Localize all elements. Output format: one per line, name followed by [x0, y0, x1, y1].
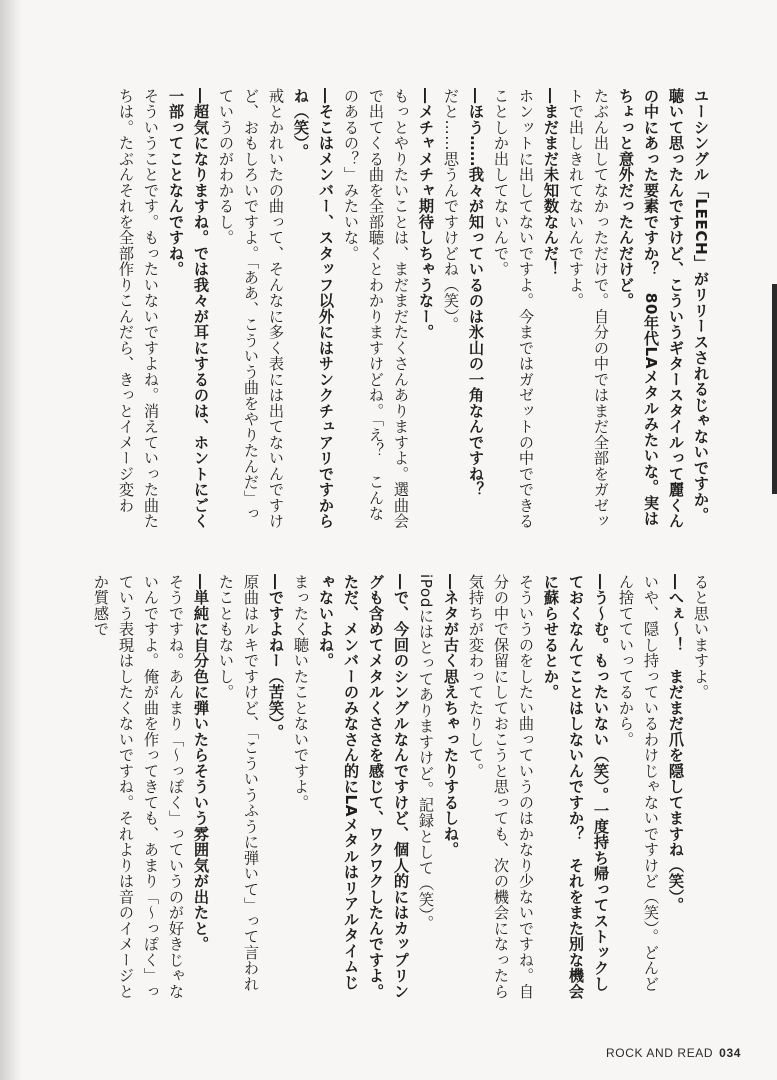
interviewer-question: ―単純に自分色に弾いたらそういう雰囲気が出たと。: [192, 574, 210, 952]
interviewee-answer: もっとやりたいことは、まだまだたくさんありますよ。選曲会で出てくる曲を全部聴くとわかりますけどね。「え？ こんなのあるの？」みたいな。: [342, 88, 410, 529]
interviewer-question: ―ほう……我々が知っているのは氷山の一角なんですね？: [467, 88, 485, 498]
interview-text-lower: [13, 574, 713, 1002]
page-edge-index-mark: [772, 284, 777, 494]
interviewer-question: ―へぇ～！ まだまだ爪を隠してますね（笑）。: [667, 574, 685, 913]
interviewee-answer: まったく聴いたことないですよ。: [292, 574, 310, 811]
interviewee-answer: そうですね。あんまり「～っぽく」っていうのが好きじゃないんですよ。俺が曲を作ってきても、あまり「～っぽく」っていう表現はしたくないですね。それよりは音のイメージとか質感で: [92, 574, 185, 1000]
interviewer-question: ―で、今回のシングルなんですけど、個人的にはカップリングも含めてメタルくささを感じて、ワクワクしたんですよ。ただ、メンバーのみなさん的にLAメタルはリアルタイムじゃないよね。: [317, 574, 410, 1000]
interviewee-answer: だと……思うんですけどね（笑）。: [442, 88, 460, 333]
interviewee-answer: iPodにはとってありますけど。記録として（笑）。: [417, 574, 435, 932]
interviewee-answer: そういうのをしたい曲っていうのはかなり少ないですね。自分の中で保留にしておこうと思っても、次の機会になったら気持ちが変わってたりして。: [467, 574, 535, 1000]
interviewer-question: ―そこはメンバー、スタッフ以外にはサンクチュアリですからね（笑）。: [292, 88, 335, 529]
interviewee-answer: そういうことです。もったいないですよね。消えていった曲たちは。たぶんそれを全部作りこんだら、きっとイメージ変わ: [117, 88, 160, 529]
interviewee-answer: ると思いますよ。: [692, 574, 710, 700]
interview-text-upper: [13, 88, 713, 536]
page-number: 034: [719, 1046, 741, 1060]
interviewer-question: ―メチャメチャ期待しちゃうなー。: [417, 88, 435, 340]
interviewee-answer: 戒とかれいたの曲って、そんなに多く表には出てないんですけど、おもしろいですよ。「ああ、こういう曲をやりたんだ」っていうのがわかるし。: [217, 88, 285, 529]
interviewer-question: ユーシングル「LEECH」がリリースされるじゃないですか。聴いて思ったんですけど、こういうギタースタイルって麗くんの中にあった要素ですか？ 80年代LAメタルみたいな。実はちょっと意外だったんだけど。: [617, 88, 710, 529]
magazine-title: ROCK AND READ: [606, 1046, 714, 1060]
interviewer-question: ―まだまだ未知数なんだ！: [542, 88, 560, 277]
interviewee-answer: たぶん出してなかっただけで。自分の中ではまだ全部をガゼットで出しきれてないんですよ。: [567, 88, 610, 529]
interviewee-answer: ホンットに出してないですよ。今まではガゼットの中でできることしか出してないんで。: [492, 88, 535, 529]
interviewer-question: ―超気になりますね。では我々が耳にするのは、ホントにごく一部ってことなんですね。: [167, 88, 210, 529]
interviewer-question: ―ですよねー（苦笑）。: [267, 574, 285, 740]
interviewer-question: ―ネタが古く思えちゃったりするしね。: [442, 574, 460, 858]
interviewer-question: ―う～む。もったいない（笑）。一度持ち帰ってストックしておくなんてことはしないんですか？ それをまた別な機会に蘇らせるとか。: [542, 574, 610, 1000]
page-footer: [606, 1046, 741, 1060]
interviewee-answer: 原曲はルキですけど、「こういうふうに弾いて」って言われたこともないし。: [217, 574, 260, 992]
interviewee-answer: いや、隠し持っているわけじゃないですけど（笑）。どんどん捨てていってるから。: [617, 574, 660, 992]
